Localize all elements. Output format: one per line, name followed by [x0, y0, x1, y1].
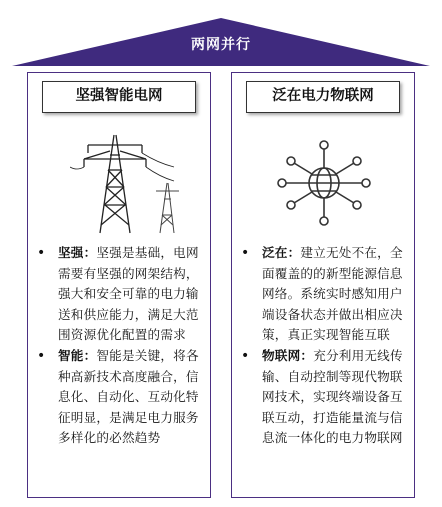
- column-title: 泛在电力物联网: [246, 81, 400, 113]
- bullet-term: 坚强：: [58, 245, 97, 260]
- bullet-text: 充分利用无线传输、自动控制等现代物联网技术，实现终端设备互联互动，打造能量流与信息流一体化的电力物联网: [262, 347, 403, 446]
- bullet-term: 泛在：: [262, 245, 301, 260]
- bullet-term: 物联网：: [262, 347, 314, 363]
- bullet-list: [28, 243, 212, 449]
- bullet-smart: [28, 346, 212, 449]
- bullet-iot: [232, 346, 416, 449]
- bullet-text: 建立无处不在，全面覆盖的的新型能源信息网络。系统实时感知用户端设备状态并做出相应决策，真正实现智能互联: [262, 245, 403, 343]
- bullet-text: 坚强是基础，电网需要有坚强的网架结构，强大和安全可靠的电力输送和供应能力，满足大范围资源优化配置的需求: [58, 245, 199, 343]
- bullet-term: 智能：: [58, 347, 97, 363]
- globe-network-icon: [274, 135, 374, 231]
- column-ubiquitous-power-iot: [231, 72, 415, 498]
- page-title: 两网并行: [191, 37, 251, 53]
- bullet-text: 智能是关键，将各种高新技术高度融合，信息化、自动化、互动化特征明显，是满足电力服务多样化的必然趋势: [58, 347, 199, 446]
- power-tower-icon: [70, 125, 180, 237]
- column-strong-smart-grid: [27, 72, 211, 498]
- bullet-ubiquitous: [232, 243, 416, 346]
- bullet-strong: [28, 243, 212, 346]
- column-title: 坚强智能电网: [42, 81, 196, 113]
- bullet-list: [232, 243, 416, 449]
